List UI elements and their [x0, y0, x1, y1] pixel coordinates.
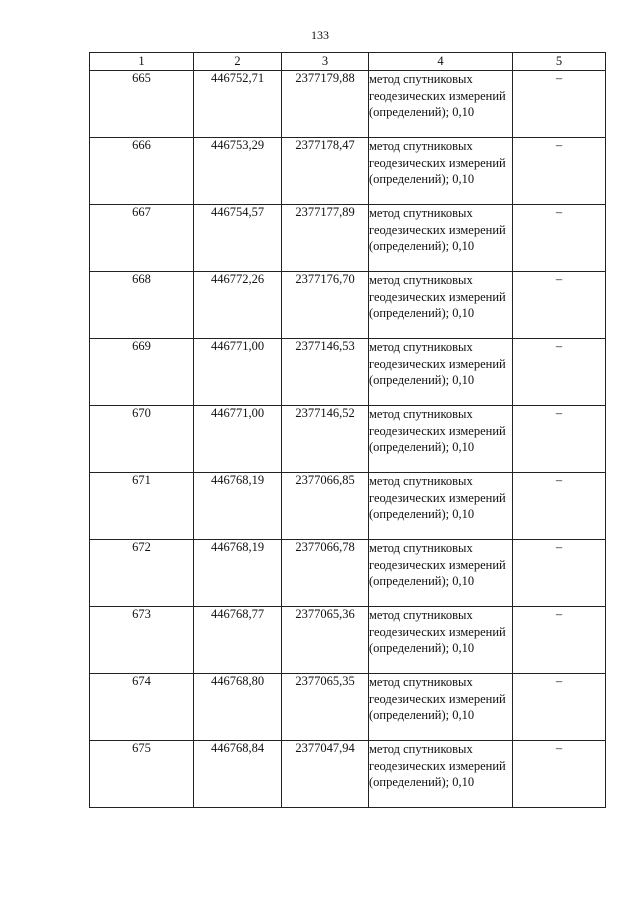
method-cell: метод спутниковых геодезических измерений (определений); 0,10: [369, 473, 513, 540]
y-coordinate-cell: 2377179,88: [282, 71, 369, 138]
point-number-cell: 665: [90, 71, 194, 138]
method-cell: метод спутниковых геодезических измерений (определений); 0,10: [369, 205, 513, 272]
point-number-cell: 674: [90, 674, 194, 741]
header-col-3: 3: [282, 53, 369, 71]
x-coordinate-cell: 446771,00: [194, 339, 282, 406]
x-coordinate-cell: 446768,84: [194, 741, 282, 808]
header-row: [90, 53, 606, 71]
y-coordinate-cell: 2377176,70: [282, 272, 369, 339]
note-cell: –: [513, 741, 606, 808]
note-cell: –: [513, 205, 606, 272]
table-row: [90, 741, 606, 808]
note-cell: –: [513, 71, 606, 138]
x-coordinate-cell: 446753,29: [194, 138, 282, 205]
note-cell: –: [513, 339, 606, 406]
note-cell: –: [513, 138, 606, 205]
point-number-cell: 675: [90, 741, 194, 808]
y-coordinate-cell: 2377146,53: [282, 339, 369, 406]
y-coordinate-cell: 2377065,36: [282, 607, 369, 674]
x-coordinate-cell: 446768,19: [194, 473, 282, 540]
y-coordinate-cell: 2377066,78: [282, 540, 369, 607]
point-number-cell: 668: [90, 272, 194, 339]
table-row: [90, 339, 606, 406]
x-coordinate-cell: 446754,57: [194, 205, 282, 272]
point-number-cell: 673: [90, 607, 194, 674]
x-coordinate-cell: 446768,80: [194, 674, 282, 741]
table-row: [90, 674, 606, 741]
table-body: [90, 71, 606, 808]
table-row: [90, 607, 606, 674]
method-cell: метод спутниковых геодезических измерений (определений); 0,10: [369, 71, 513, 138]
method-cell: метод спутниковых геодезических измерений (определений); 0,10: [369, 339, 513, 406]
method-cell: метод спутниковых геодезических измерений (определений); 0,10: [369, 674, 513, 741]
header-col-4: 4: [369, 53, 513, 71]
note-cell: –: [513, 674, 606, 741]
table-row: [90, 71, 606, 138]
point-number-cell: 669: [90, 339, 194, 406]
y-coordinate-cell: 2377178,47: [282, 138, 369, 205]
table-header: [90, 53, 606, 71]
note-cell: –: [513, 607, 606, 674]
x-coordinate-cell: 446752,71: [194, 71, 282, 138]
method-cell: метод спутниковых геодезических измерений (определений); 0,10: [369, 741, 513, 808]
point-number-cell: 666: [90, 138, 194, 205]
page-number: 133: [311, 28, 329, 42]
header-col-5: 5: [513, 53, 606, 71]
note-cell: –: [513, 406, 606, 473]
y-coordinate-cell: 2377066,85: [282, 473, 369, 540]
method-cell: метод спутниковых геодезических измерений (определений); 0,10: [369, 607, 513, 674]
x-coordinate-cell: 446768,19: [194, 540, 282, 607]
table-row: [90, 473, 606, 540]
method-cell: метод спутниковых геодезических измерений (определений); 0,10: [369, 406, 513, 473]
x-coordinate-cell: 446771,00: [194, 406, 282, 473]
header-col-1: 1: [90, 53, 194, 71]
table-row: [90, 138, 606, 205]
point-number-cell: 670: [90, 406, 194, 473]
x-coordinate-cell: 446772,26: [194, 272, 282, 339]
table-row: [90, 205, 606, 272]
method-cell: метод спутниковых геодезических измерений (определений); 0,10: [369, 540, 513, 607]
note-cell: –: [513, 473, 606, 540]
method-cell: метод спутниковых геодезических измерений (определений); 0,10: [369, 272, 513, 339]
table-row: [90, 406, 606, 473]
y-coordinate-cell: 2377065,35: [282, 674, 369, 741]
y-coordinate-cell: 2377177,89: [282, 205, 369, 272]
method-cell: метод спутниковых геодезических измерений (определений); 0,10: [369, 138, 513, 205]
y-coordinate-cell: 2377146,52: [282, 406, 369, 473]
point-number-cell: 671: [90, 473, 194, 540]
point-number-cell: 672: [90, 540, 194, 607]
coordinates-table: [89, 52, 606, 808]
x-coordinate-cell: 446768,77: [194, 607, 282, 674]
table-row: [90, 272, 606, 339]
note-cell: –: [513, 540, 606, 607]
table-row: [90, 540, 606, 607]
header-col-2: 2: [194, 53, 282, 71]
note-cell: –: [513, 272, 606, 339]
point-number-cell: 667: [90, 205, 194, 272]
y-coordinate-cell: 2377047,94: [282, 741, 369, 808]
